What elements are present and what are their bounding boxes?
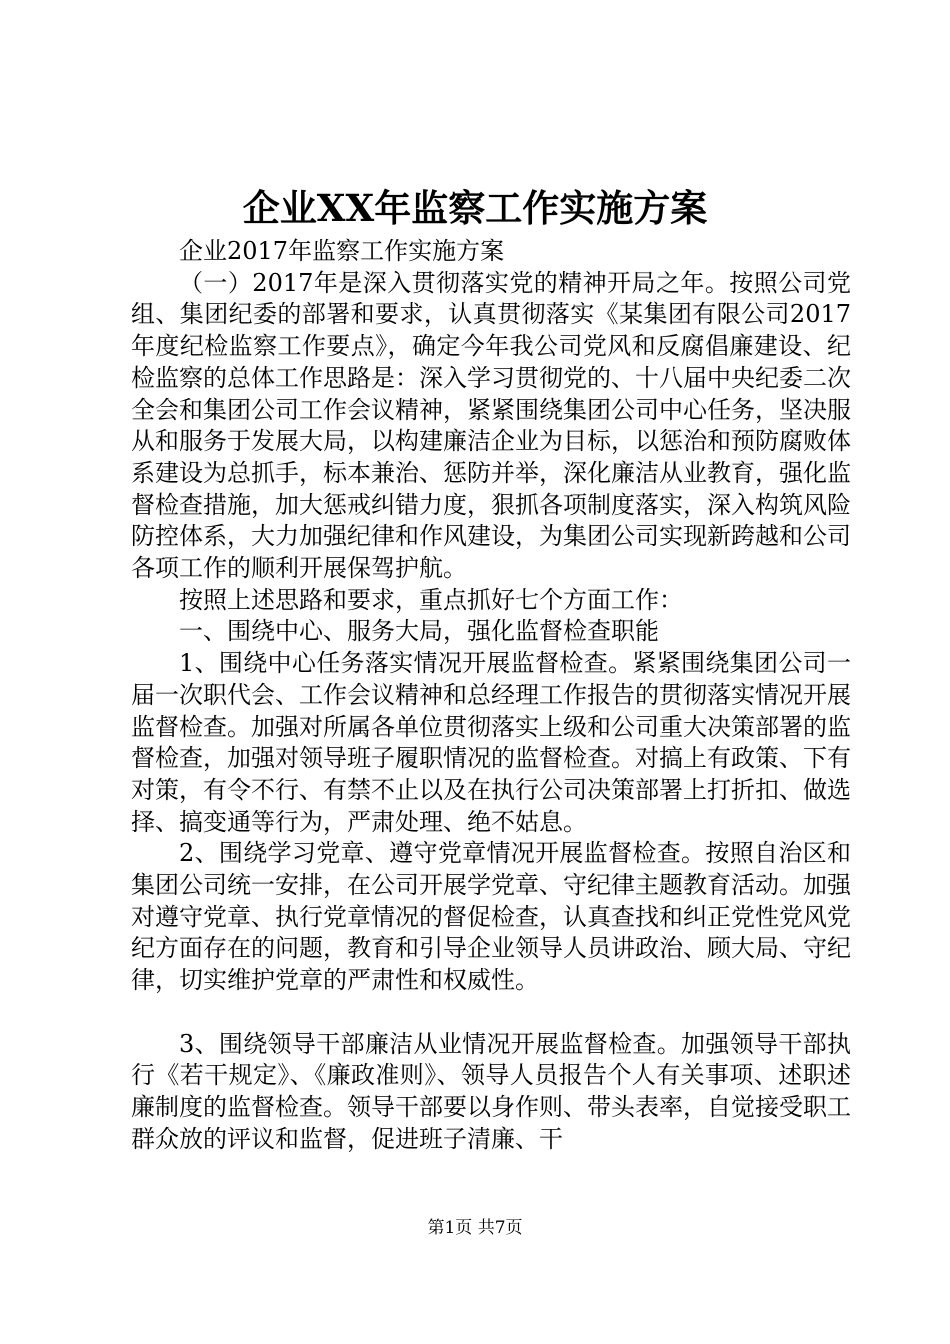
document-subtitle: 企业2017年监察工作实施方案 bbox=[179, 237, 505, 265]
page-number-footer: 第1页 共7页 bbox=[427, 1218, 523, 1238]
paragraph-item-3: 3、围绕领导干部廉洁从业情况开展监督检查。加强领导干部执行《若干规定》、《廉政准则》、领导人员报告个人有关事项、述职述廉制度的监督检查。领导干部要以身作则、带头表率，自觉接受职工群众放的评议和监督，促进班子清廉、干 bbox=[131, 1029, 851, 1153]
paragraph-intro: （一）2017年是深入贯彻落实党的精神开局之年。按照公司党组、集团纪委的部署和要求，认真贯彻落实《某集团有限公司2017年度纪检监察工作要点》，确定今年我公司党风和反腐倡廉建设、纪检监察的总体工作思路是：深入学习贯彻党的、十八届中央纪委二次全会和集团公司工作会议精神，紧紧围绕集团公司中心任务，坚决服从和服务于发展大局，以构建廉洁企业为目标，以惩治和预防腐败体系建设为总抓手，标本兼治、惩防并举，深化廉洁从业教育，强化监督检查措施，加大惩戒纠错力度，狠抓各项制度落实，深入构筑风险防控体系，大力加强纪律和作风建设，为集团公司实现新跨越和公司各项工作的顺利开展保驾护航。 bbox=[131, 268, 851, 583]
section-heading-1: 一、围绕中心、服务大局，强化监督检查职能 bbox=[179, 617, 659, 646]
paragraph-item-2: 2、围绕学习党章、遵守党章情况开展监督检查。按照自治区和集团公司统一安排，在公司开展学党章、守纪律主题教育活动。加强对遵守党章、执行党章情况的督促检查，认真查找和纠正党性党风党纪方面存在的问题，教育和引导企业领导人员讲政治、顾大局、守纪律，切实维护党章的严肃性和权威性。 bbox=[131, 839, 851, 995]
document-body bbox=[131, 236, 851, 1155]
paragraph-focus: 按照上述思路和要求，重点抓好七个方面工作： bbox=[179, 585, 683, 614]
page-title: 企业XX年监察工作实施方案 bbox=[242, 186, 708, 230]
paragraph-item-1: 1、围绕中心任务落实情况开展监督检查。紧紧围绕集团公司一届一次职代会、工作会议精神和总经理工作报告的贯彻落实情况开展监督检查。加强对所属各单位贯彻落实上级和公司重大决策部署的监督检查，加强对领导班子履职情况的监督检查。对搞上有政策、下有对策，有令不行、有禁不止以及在执行公司决策部署上打折扣、做选择、搞变通等行为，严肃处理、绝不姑息。 bbox=[131, 649, 851, 836]
